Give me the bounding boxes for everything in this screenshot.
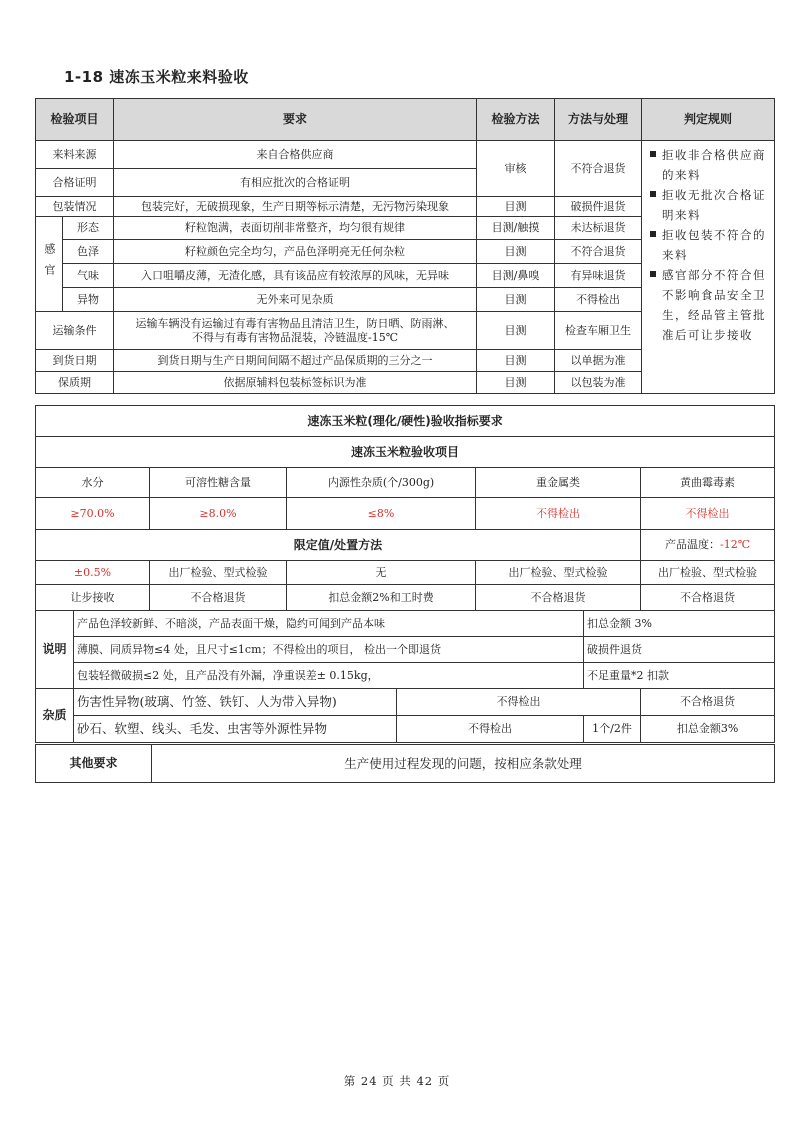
concession-value: 扣总金额2%和工时费 <box>287 585 476 611</box>
header-rules: 判定规则 <box>642 99 775 141</box>
spec-column-header: 水分 <box>36 468 150 498</box>
requirement-source: 来自合格供应商 <box>114 141 477 169</box>
spec-value: ≥70.0% <box>36 498 150 530</box>
method-color: 目测 <box>477 240 555 264</box>
method-foreign: 目测 <box>477 288 555 312</box>
page-footer: 第 24 页 共 42 页 <box>343 1074 451 1088</box>
row-label-arrival: 到货日期 <box>36 350 114 372</box>
row-label-color: 色泽 <box>63 240 114 264</box>
page-title: 1-18 速冻玉米粒来料验收 <box>64 68 249 86</box>
spec-column-header: 内源性杂质(个/300g) <box>287 468 476 498</box>
requirement-smell: 入口咀嚼皮薄，无渣化感，具有该品应有较浓厚的风味，无异味 <box>114 264 477 288</box>
header-handling: 方法与处理 <box>555 99 642 141</box>
header-item: 检验项目 <box>36 99 114 141</box>
handling-foreign: 不得检出 <box>555 288 642 312</box>
limit-value: 出厂检验、型式检验 <box>150 561 287 585</box>
row-label-package: 包装情况 <box>36 197 114 217</box>
handling-transport: 检查车厢卫生 <box>555 312 642 350</box>
limit-value: ±0.5% <box>36 561 150 585</box>
row-label-transport: 运输条件 <box>36 312 114 350</box>
notes-label: 说明 <box>36 611 74 689</box>
requirement-transport-line: 不得与有毒有害物品混装，冷链温度-15℃ <box>192 330 399 344</box>
impurity-other-count: 1个/2件 <box>584 716 641 743</box>
method-shape: 目测/触摸 <box>477 217 555 240</box>
handling-shape: 未达标退货 <box>555 217 642 240</box>
requirement-color: 籽粒颜色完全均匀，产品色泽明亮无任何杂粒 <box>114 240 477 264</box>
spec-column-header: 重金属类 <box>476 468 641 498</box>
handling-arrival: 以单据为准 <box>555 350 642 372</box>
requirement-foreign: 无外来可见杂质 <box>114 288 477 312</box>
concession-value: 不合格退货 <box>150 585 287 611</box>
spec-column-header: 黄曲霉毒素 <box>641 468 775 498</box>
concession-value: 不合格退货 <box>476 585 641 611</box>
concession-label: 让步接收 <box>36 585 150 611</box>
spec-section-title: 速冻玉米粒(理化/硬性)验收指标要求 <box>36 406 775 437</box>
row-label-smell: 气味 <box>63 264 114 288</box>
impurity-hazard-action: 不合格退货 <box>641 689 775 716</box>
note-action: 扣总金额 3% <box>584 611 775 637</box>
row-label-cert: 合格证明 <box>36 169 114 197</box>
requirement-transport-line: 运输车辆没有运输过有毒有害物品且清洁卫生，防日晒、防雨淋、 <box>135 316 455 330</box>
note-text: 产品色泽较新鲜、不暗淡，产品表面干燥，隐约可闻到产品本味 <box>74 611 584 637</box>
row-label-sensory: 感官 <box>36 217 63 312</box>
impurity-other-limit: 不得检出 <box>397 716 584 743</box>
other-text: 生产使用过程发现的问题，按相应条款处理 <box>152 745 775 783</box>
header-method: 检验方法 <box>477 99 555 141</box>
limit-value: 出厂检验、型式检验 <box>476 561 641 585</box>
rule-item: 拒收非合格供应商的来料 <box>650 145 770 185</box>
spec-value: ≤8% <box>287 498 476 530</box>
limit-value: 出厂检验、型式检验 <box>641 561 775 585</box>
handling-package: 破损件退货 <box>555 197 642 217</box>
note-text: 薄膜、同质异物≤4 处，且尺寸≤1cm；不得检出的项目， 检出一个即退货 <box>74 637 584 663</box>
spec-column-header: 可溶性糖含量 <box>150 468 287 498</box>
handling-smell: 有异味退货 <box>555 264 642 288</box>
temperature-label: 产品温度： <box>665 538 721 552</box>
judgement-rules <box>642 141 775 394</box>
requirement-transport <box>114 312 477 350</box>
method-transport: 目测 <box>477 312 555 350</box>
handling-audit: 不符合退货 <box>555 141 642 197</box>
rule-item: 拒收无批次合格证明来料 <box>650 185 770 225</box>
limit-value: 无 <box>287 561 476 585</box>
inspection-table <box>35 98 775 394</box>
spec-value: 不得检出 <box>476 498 641 530</box>
spec-value: ≥8.0% <box>150 498 287 530</box>
handling-color: 不符合退货 <box>555 240 642 264</box>
concession-value: 不合格退货 <box>641 585 775 611</box>
method-arrival: 目测 <box>477 350 555 372</box>
other-requirements-table <box>35 744 775 783</box>
row-label-shape: 形态 <box>63 217 114 240</box>
impurity-other-text: 砂石、软塑、线头、毛发、虫害等外源性异物 <box>74 716 397 743</box>
method-shelf: 目测 <box>477 372 555 394</box>
limit-title: 限定值/处置方法 <box>36 530 641 561</box>
product-temperature <box>641 530 775 561</box>
requirement-shape: 籽粒饱满，表面切削非常整齐，均匀很有规律 <box>114 217 477 240</box>
method-smell: 目测/鼻嗅 <box>477 264 555 288</box>
temperature-value: -12℃ <box>720 538 751 552</box>
row-label-shelf: 保质期 <box>36 372 114 394</box>
note-text: 包装轻微破损≤2 处，且产品没有外漏，净重误差± 0.15kg， <box>74 663 584 689</box>
header-requirement: 要求 <box>114 99 477 141</box>
other-label: 其他要求 <box>36 745 152 783</box>
spec-value: 不得检出 <box>641 498 775 530</box>
spec-items-title: 速冻玉米粒验收项目 <box>36 437 775 468</box>
impurity-label: 杂质 <box>36 689 74 743</box>
row-label-foreign: 异物 <box>63 288 114 312</box>
requirement-shelf: 依据原辅料包装标签标识为准 <box>114 372 477 394</box>
note-action: 破损件退货 <box>584 637 775 663</box>
requirement-cert: 有相应批次的合格证明 <box>114 169 477 197</box>
impurity-other-action: 扣总金额3% <box>641 716 775 743</box>
row-label-source: 来料来源 <box>36 141 114 169</box>
rule-item: 拒收包装不符合的来料 <box>650 225 770 265</box>
handling-shelf: 以包装为准 <box>555 372 642 394</box>
method-package: 目测 <box>477 197 555 217</box>
rule-item: 感官部分不符合但不影响食品安全卫生，经品管主管批准后可让步接收 <box>650 265 770 345</box>
method-audit: 审核 <box>477 141 555 197</box>
requirement-arrival: 到货日期与生产日期间间隔不超过产品保质期的三分之一 <box>114 350 477 372</box>
impurity-hazard-text: 伤害性异物(玻璃、竹签、铁钉、人为带入异物) <box>74 689 397 716</box>
note-action: 不足重量*2 扣款 <box>584 663 775 689</box>
spec-table <box>35 405 775 743</box>
requirement-package: 包装完好，无破损现象，生产日期等标示清楚，无污物污染现象 <box>114 197 477 217</box>
impurity-hazard-limit: 不得检出 <box>397 689 641 716</box>
